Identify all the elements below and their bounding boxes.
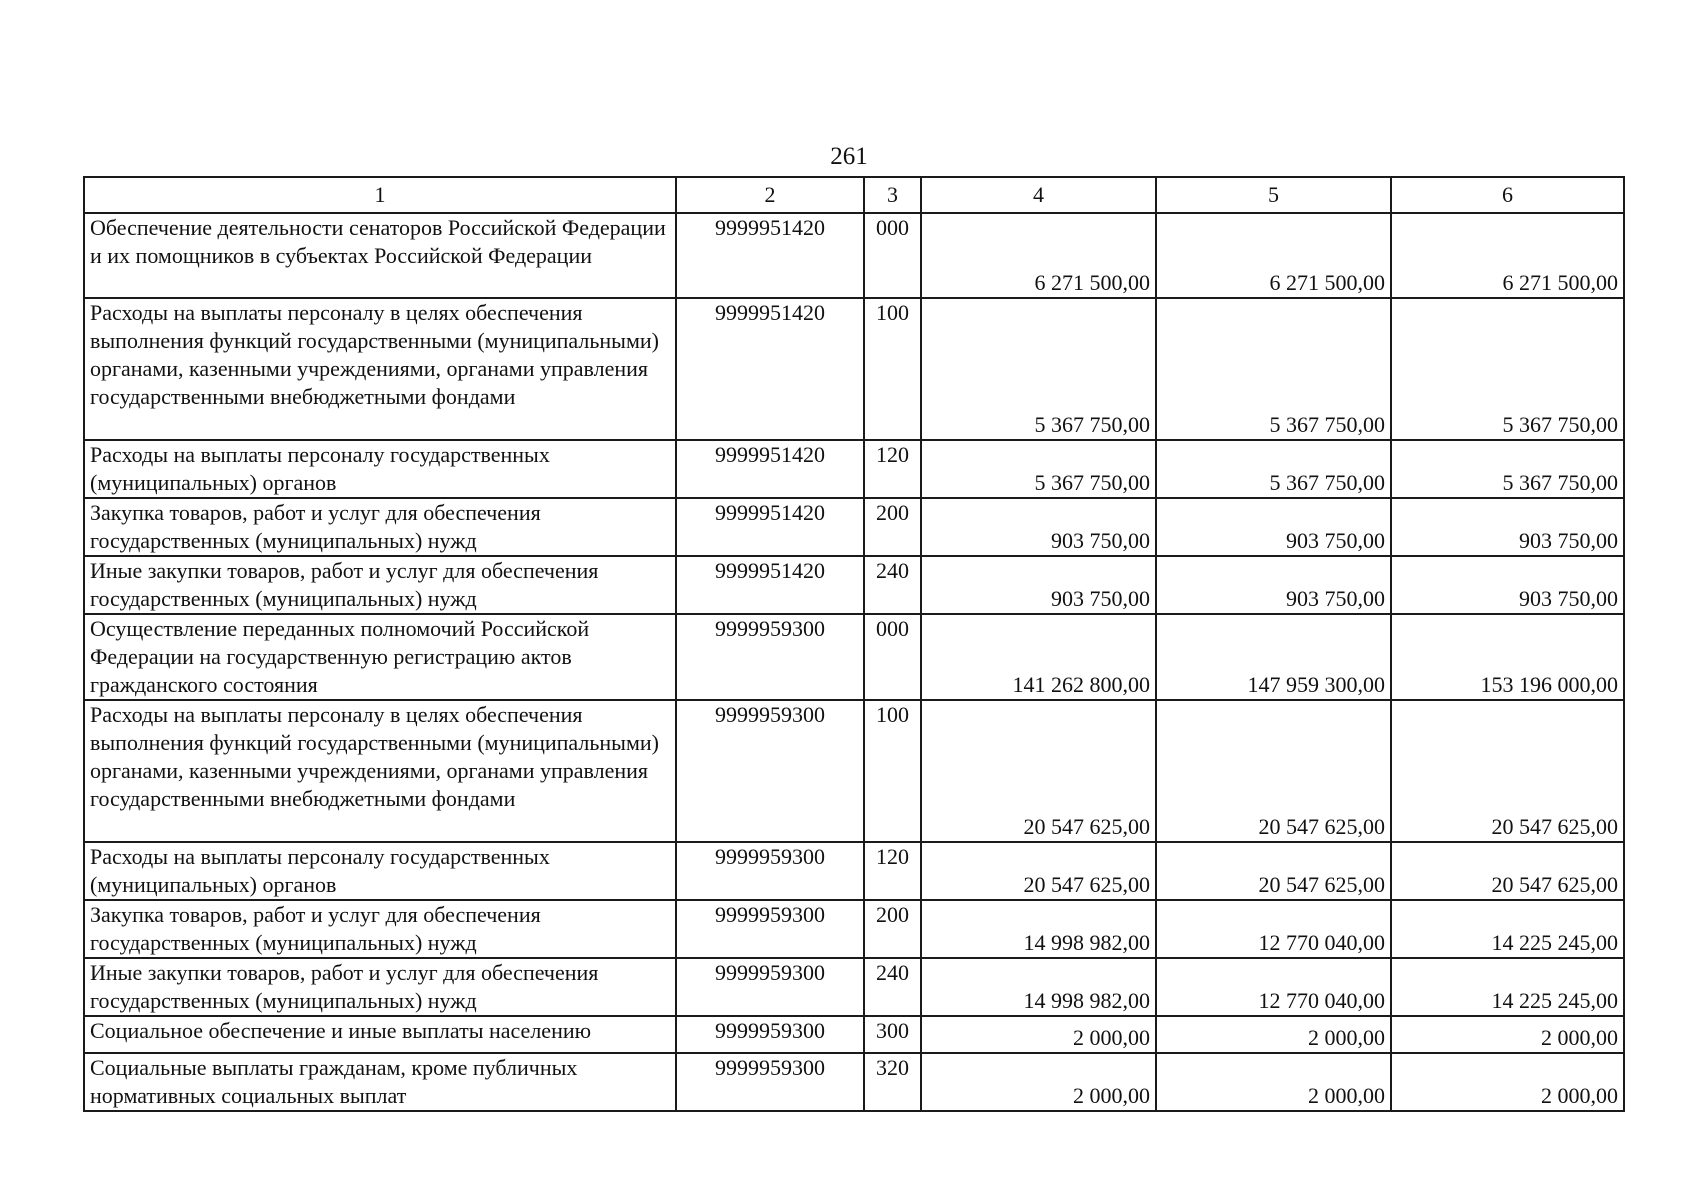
row-name: Закупка товаров, работ и услуг для обеспечения государственных (муниципальных) нужд <box>84 498 676 556</box>
row-expense-type: 100 <box>864 298 921 440</box>
table-row <box>84 1053 1624 1111</box>
row-expense-type: 120 <box>864 440 921 498</box>
row-amount-col5: 12 770 040,00 <box>1156 900 1391 958</box>
row-name: Обеспечение деятельности сенаторов Российской Федерации и их помощников в субъектах Российской Федерации <box>84 213 676 298</box>
column-header: 1 <box>84 177 676 213</box>
row-target-code: 9999951420 <box>676 213 864 298</box>
row-expense-type: 320 <box>864 1053 921 1111</box>
row-amount-col4: 5 367 750,00 <box>921 440 1156 498</box>
row-amount-col4: 903 750,00 <box>921 498 1156 556</box>
row-amount-col6: 20 547 625,00 <box>1391 842 1624 900</box>
row-amount-col4: 20 547 625,00 <box>921 700 1156 842</box>
row-amount-col6: 14 225 245,00 <box>1391 900 1624 958</box>
row-expense-type: 200 <box>864 900 921 958</box>
row-amount-col5: 903 750,00 <box>1156 498 1391 556</box>
row-target-code: 9999959300 <box>676 842 864 900</box>
row-name: Расходы на выплаты персоналу в целях обеспечения выполнения функций государственными (муниципальными) органами, казенными учреждениями, органами управления государственными внебюджетными фондами <box>84 700 676 842</box>
row-amount-col4: 2 000,00 <box>921 1053 1156 1111</box>
row-amount-col6: 153 196 000,00 <box>1391 614 1624 700</box>
row-amount-col6: 903 750,00 <box>1391 498 1624 556</box>
row-amount-col6: 6 271 500,00 <box>1391 213 1624 298</box>
row-name: Расходы на выплаты персоналу в целях обеспечения выполнения функций государственными (муниципальными) органами, казенными учреждениями, органами управления государственными внебюджетными фондами <box>84 298 676 440</box>
table-row <box>84 842 1624 900</box>
column-header: 5 <box>1156 177 1391 213</box>
row-amount-col6: 14 225 245,00 <box>1391 958 1624 1016</box>
row-amount-col4: 6 271 500,00 <box>921 213 1156 298</box>
table-row <box>84 213 1624 298</box>
table-row <box>84 440 1624 498</box>
table-row <box>84 1016 1624 1053</box>
row-amount-col6: 20 547 625,00 <box>1391 700 1624 842</box>
table-row <box>84 498 1624 556</box>
row-expense-type: 300 <box>864 1016 921 1053</box>
row-target-code: 9999959300 <box>676 1016 864 1053</box>
row-target-code: 9999959300 <box>676 958 864 1016</box>
row-expense-type: 000 <box>864 614 921 700</box>
row-name: Социальные выплаты гражданам, кроме публичных нормативных социальных выплат <box>84 1053 676 1111</box>
table-row <box>84 700 1624 842</box>
row-amount-col5: 20 547 625,00 <box>1156 700 1391 842</box>
column-header: 2 <box>676 177 864 213</box>
row-target-code: 9999959300 <box>676 900 864 958</box>
row-amount-col4: 5 367 750,00 <box>921 298 1156 440</box>
table-row <box>84 556 1624 614</box>
row-amount-col4: 2 000,00 <box>921 1016 1156 1053</box>
row-target-code: 9999951420 <box>676 440 864 498</box>
row-name: Закупка товаров, работ и услуг для обеспечения государственных (муниципальных) нужд <box>84 900 676 958</box>
row-amount-col4: 903 750,00 <box>921 556 1156 614</box>
row-amount-col4: 141 262 800,00 <box>921 614 1156 700</box>
column-header: 4 <box>921 177 1156 213</box>
table-row <box>84 958 1624 1016</box>
page-number: 261 <box>830 143 868 170</box>
row-expense-type: 000 <box>864 213 921 298</box>
row-amount-col6: 2 000,00 <box>1391 1053 1624 1111</box>
row-name: Осуществление переданных полномочий Российской Федерации на государственную регистрацию актов гражданского состояния <box>84 614 676 700</box>
header-row <box>84 177 1624 213</box>
row-amount-col4: 20 547 625,00 <box>921 842 1156 900</box>
row-amount-col6: 2 000,00 <box>1391 1016 1624 1053</box>
row-expense-type: 100 <box>864 700 921 842</box>
row-amount-col5: 5 367 750,00 <box>1156 440 1391 498</box>
table-row <box>84 614 1624 700</box>
row-target-code: 9999959300 <box>676 1053 864 1111</box>
row-target-code: 9999959300 <box>676 614 864 700</box>
row-amount-col5: 5 367 750,00 <box>1156 298 1391 440</box>
row-amount-col5: 147 959 300,00 <box>1156 614 1391 700</box>
row-target-code: 9999951420 <box>676 556 864 614</box>
table-row <box>84 900 1624 958</box>
row-amount-col4: 14 998 982,00 <box>921 900 1156 958</box>
row-amount-col4: 14 998 982,00 <box>921 958 1156 1016</box>
column-header: 3 <box>864 177 921 213</box>
row-name: Иные закупки товаров, работ и услуг для обеспечения государственных (муниципальных) нужд <box>84 556 676 614</box>
row-target-code: 9999951420 <box>676 298 864 440</box>
row-amount-col6: 5 367 750,00 <box>1391 440 1624 498</box>
row-expense-type: 240 <box>864 556 921 614</box>
row-amount-col5: 903 750,00 <box>1156 556 1391 614</box>
row-amount-col6: 5 367 750,00 <box>1391 298 1624 440</box>
row-amount-col6: 903 750,00 <box>1391 556 1624 614</box>
row-expense-type: 200 <box>864 498 921 556</box>
row-expense-type: 240 <box>864 958 921 1016</box>
row-target-code: 9999951420 <box>676 498 864 556</box>
budget-table <box>83 176 1625 1112</box>
row-expense-type: 120 <box>864 842 921 900</box>
row-target-code: 9999959300 <box>676 700 864 842</box>
row-amount-col5: 12 770 040,00 <box>1156 958 1391 1016</box>
row-name: Иные закупки товаров, работ и услуг для обеспечения государственных (муниципальных) нужд <box>84 958 676 1016</box>
row-amount-col5: 20 547 625,00 <box>1156 842 1391 900</box>
row-name: Расходы на выплаты персоналу государственных (муниципальных) органов <box>84 440 676 498</box>
row-name: Социальное обеспечение и иные выплаты населению <box>84 1016 676 1053</box>
row-amount-col5: 2 000,00 <box>1156 1053 1391 1111</box>
row-amount-col5: 6 271 500,00 <box>1156 213 1391 298</box>
row-amount-col5: 2 000,00 <box>1156 1016 1391 1053</box>
row-name: Расходы на выплаты персоналу государственных (муниципальных) органов <box>84 842 676 900</box>
column-header: 6 <box>1391 177 1624 213</box>
table-row <box>84 298 1624 440</box>
